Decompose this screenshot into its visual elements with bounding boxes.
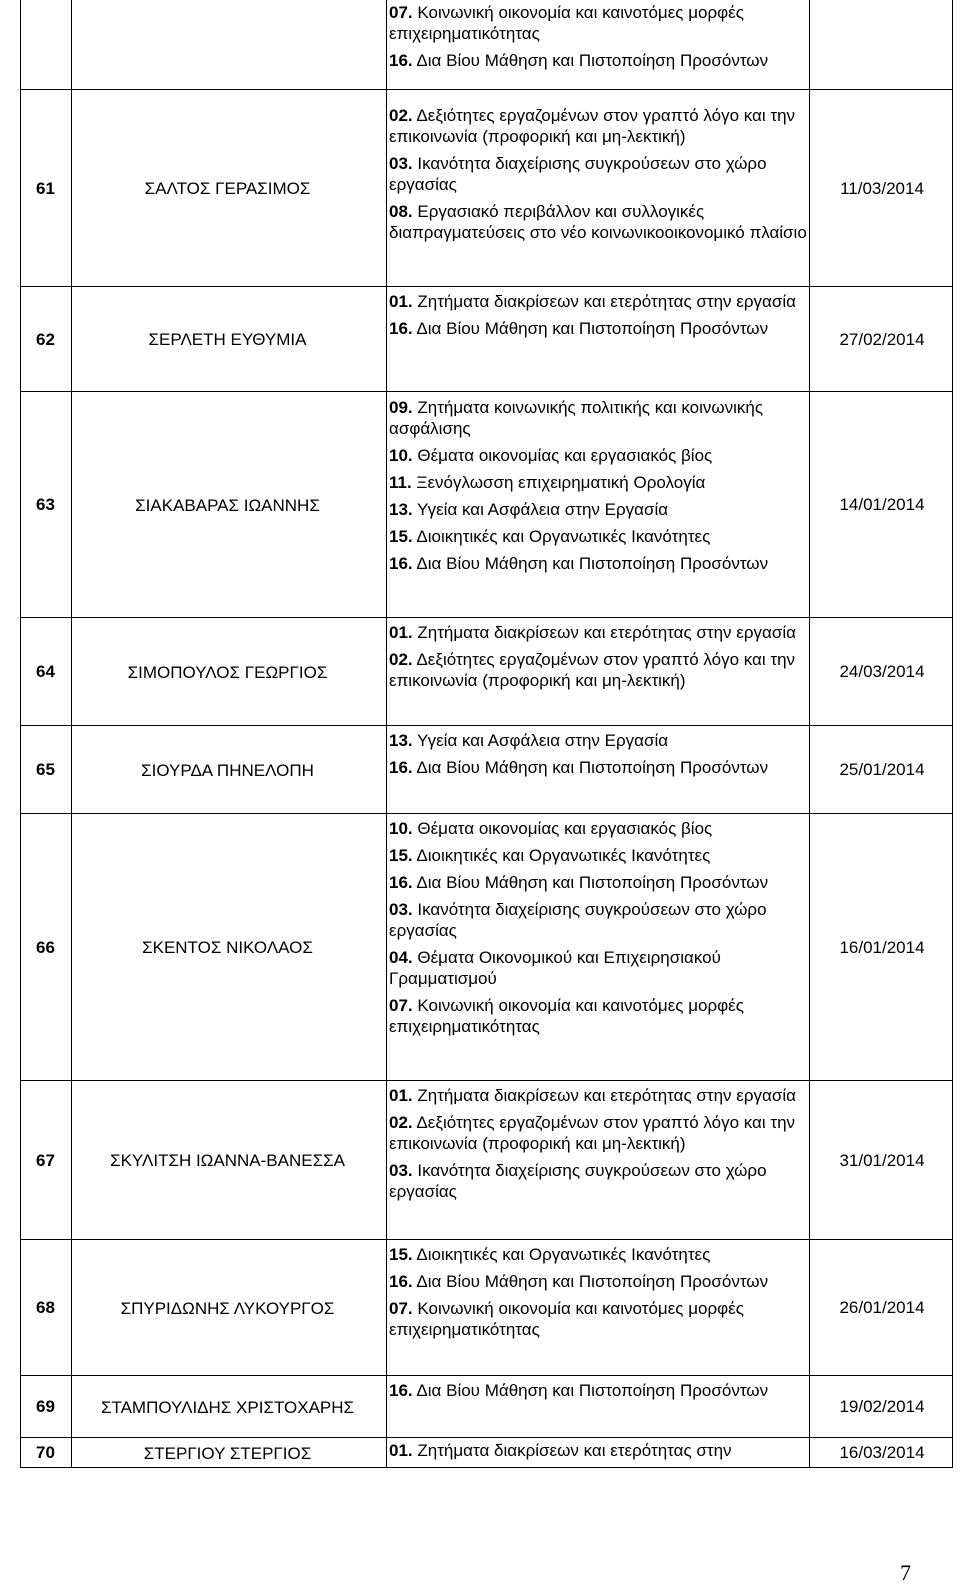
course-code: 09. (389, 398, 413, 417)
course-item (389, 472, 809, 493)
course-code: 01. (389, 623, 413, 642)
trainee-name (90, 0, 365, 90)
course-item (389, 1160, 809, 1202)
course-title: Δεξιότητες εργαζομένων στον γραπτό λόγο και την επικοινωνία (προφορική και μη-λεκτική) (389, 650, 796, 690)
course-item (389, 1244, 809, 1265)
course-title: Ικανότητα διαχείρισης συγκρούσεων στο χώρο εργασίας (389, 154, 767, 194)
column-divider (71, 1081, 72, 1240)
course-code: 16. (389, 51, 413, 70)
trainee-name: ΣΚΥΛΙΤΣΗ ΙΩΑΝΝΑ-ΒΑΝΕΣΣΑ (110, 1151, 345, 1170)
column-divider (809, 1081, 810, 1240)
column-divider (386, 814, 387, 1081)
course-list (389, 291, 809, 345)
course-item (389, 995, 809, 1037)
course-item (389, 1440, 809, 1461)
course-item (389, 1271, 809, 1292)
course-code: 02. (389, 1113, 413, 1132)
trainee-name: ΣΠΥΡΙΔΩΝΗΣ ΛΥΚΟΥΡΓΟΣ (120, 1298, 335, 1318)
course-title: Δια Βίου Μάθηση και Πιστοποίηση Προσόντων (412, 319, 769, 338)
completion-date: 14/01/2014 (839, 495, 925, 514)
column-divider (71, 0, 72, 90)
course-code: 16. (389, 554, 413, 573)
course-title: Δια Βίου Μάθηση και Πιστοποίηση Προσόντων (412, 554, 769, 573)
course-title: Δια Βίου Μάθηση και Πιστοποίηση Προσόντων (412, 51, 769, 70)
course-item (389, 1112, 809, 1154)
course-item (389, 291, 809, 312)
row-number: 69 (36, 1397, 55, 1416)
course-item (389, 201, 809, 243)
course-code: 10. (389, 819, 413, 838)
course-item (389, 499, 809, 520)
course-code: 04. (389, 948, 413, 967)
trainee-name: ΣΙΟΥΡΔΑ ΠΗΝΕΛΟΠΗ (141, 760, 314, 780)
course-title: Ζητήματα κοινωνικής πολιτικής και κοινωνικής ασφάλισης (389, 398, 764, 438)
course-item (389, 1380, 809, 1401)
trainee-name: ΣΙΜΟΠΟΥΛΟΣ ΓΕΩΡΓΙΟΣ (127, 662, 328, 682)
row-number: 65 (36, 760, 55, 779)
course-list (389, 105, 809, 249)
course-title: Θέματα οικονομίας και εργασιακός βίος (412, 819, 713, 838)
course-title: Ικανότητα διαχείρισης συγκρούσεων στο χώρο εργασίας (389, 900, 767, 940)
completion-date: 26/01/2014 (839, 1298, 925, 1317)
course-title: Ικανότητα διαχείρισης συγκρούσεων στο χώρο εργασίας (389, 1161, 767, 1201)
trainee-name: ΣΚΕΝΤΟΣ ΝΙΚΟΛΑΟΣ (142, 938, 313, 957)
completion-date: 16/01/2014 (839, 937, 925, 957)
course-code: 03. (389, 154, 413, 173)
column-divider (809, 90, 810, 287)
course-item (389, 153, 809, 195)
course-item (389, 730, 809, 751)
course-list (389, 397, 809, 580)
row-number: 68 (36, 1298, 55, 1317)
trainee-name: ΣΑΛΤΟΣ ΓΕΡΑΣΙΜΟΣ (144, 179, 311, 198)
course-item (389, 553, 809, 574)
row-number: 61 (36, 178, 55, 198)
course-item (389, 818, 809, 839)
course-code: 07. (389, 996, 413, 1015)
column-divider (386, 392, 387, 618)
column-divider (71, 726, 72, 814)
course-code: 02. (389, 650, 413, 669)
column-divider (386, 1240, 387, 1376)
course-title: Κοινωνική οικονομία και καινοτόμες μορφές επιχειρηματικότητας (389, 3, 744, 43)
course-code: 13. (389, 500, 413, 519)
course-item (389, 2, 809, 44)
course-title: Δια Βίου Μάθηση και Πιστοποίηση Προσόντων (412, 758, 769, 777)
column-divider (386, 287, 387, 392)
column-divider (386, 618, 387, 726)
course-code: 10. (389, 446, 413, 465)
course-code: 03. (389, 1161, 413, 1180)
course-code: 03. (389, 900, 413, 919)
completion-date: 19/02/2014 (839, 1397, 925, 1416)
column-divider (809, 726, 810, 814)
course-code: 13. (389, 731, 413, 750)
course-code: 15. (389, 846, 413, 865)
course-title: Εργασιακό περιβάλλον και συλλογικές διαπραγματεύσεις στο νέο κοινωνικοοικονομικό πλαίσιο (389, 202, 807, 242)
course-list (389, 818, 809, 1043)
course-code: 01. (389, 1441, 413, 1460)
course-title: Θέματα Οικονομικού και Επιχειρησιακού Γραμματισμού (389, 948, 721, 988)
course-code: 02. (389, 106, 413, 125)
trainee-name: ΣΤΕΡΓΙΟΥ ΣΤΕΡΓΙΟΣ (143, 1443, 312, 1463)
column-divider (71, 90, 72, 287)
column-divider (71, 1240, 72, 1376)
course-title: Κοινωνική οικονομία και καινοτόμες μορφές επιχειρηματικότητας (389, 1299, 744, 1339)
course-title: Δια Βίου Μάθηση και Πιστοποίηση Προσόντων (412, 1381, 769, 1400)
course-title: Δια Βίου Μάθηση και Πιστοποίηση Προσόντων (412, 1272, 769, 1291)
completion-date: 16/03/2014 (839, 1443, 925, 1462)
trainee-name: ΣΙΑΚΑΒΑΡΑΣ ΙΩΑΝΝΗΣ (135, 495, 320, 515)
course-title: Διοικητικές και Οργανωτικές Ικανότητες (412, 846, 711, 865)
course-item (389, 757, 809, 778)
course-title: Ζητήματα διακρίσεων και ετερότητας στην εργασία (412, 292, 796, 311)
course-title: Υγεία και Ασφάλεια στην Εργασία (412, 500, 669, 519)
column-divider (386, 90, 387, 287)
column-divider (809, 814, 810, 1081)
course-item (389, 899, 809, 941)
course-list (389, 622, 809, 697)
column-divider (809, 1438, 810, 1468)
course-list (389, 1244, 809, 1346)
course-item (389, 1298, 809, 1340)
column-divider (809, 618, 810, 726)
column-divider (809, 1376, 810, 1438)
course-list (389, 2, 809, 77)
row-number: 64 (36, 662, 55, 681)
column-divider (71, 814, 72, 1081)
course-title: Δια Βίου Μάθηση και Πιστοποίηση Προσόντων (412, 873, 769, 892)
course-code: 16. (389, 1272, 413, 1291)
course-item (389, 622, 809, 643)
course-code: 16. (389, 873, 413, 892)
completion-date (812, 0, 952, 90)
course-item (389, 50, 809, 71)
course-title: Υγεία και Ασφάλεια στην Εργασία (412, 731, 669, 750)
row-number: 62 (36, 329, 55, 349)
course-code: 07. (389, 3, 413, 22)
course-item (389, 947, 809, 989)
course-code: 07. (389, 1299, 413, 1318)
course-title: Ζητήματα διακρίσεων και ετερότητας στην (412, 1441, 732, 1460)
column-divider (809, 392, 810, 618)
page-number: 7 (900, 1560, 911, 1585)
row-number: 66 (36, 937, 55, 957)
course-item (389, 526, 809, 547)
course-code: 08. (389, 202, 413, 221)
row-number: 63 (36, 495, 55, 514)
course-code: 01. (389, 1086, 413, 1105)
course-item (389, 105, 809, 147)
column-divider (71, 1438, 72, 1468)
course-item (389, 1085, 809, 1106)
course-item (389, 649, 809, 691)
column-divider (71, 1376, 72, 1438)
completion-date: 31/01/2014 (839, 1150, 925, 1170)
course-title: Θέματα οικονομίας και εργασιακός βίος (412, 446, 713, 465)
course-list (389, 1440, 809, 1467)
course-title: Διοικητικές και Οργανωτικές Ικανότητες (412, 1245, 711, 1264)
column-divider (71, 392, 72, 618)
course-code: 16. (389, 319, 413, 338)
course-list (389, 1380, 809, 1407)
course-item (389, 445, 809, 466)
course-code: 11. (389, 473, 412, 492)
course-list (389, 1085, 809, 1208)
course-code: 15. (389, 1245, 413, 1264)
course-title: Ξενόγλωσση επιχειρηματική Ορολογία (411, 473, 706, 492)
completion-date: 27/02/2014 (839, 329, 925, 349)
course-code: 16. (389, 1381, 413, 1400)
course-item (389, 318, 809, 339)
course-title: Δεξιότητες εργαζομένων στον γραπτό λόγο και την επικοινωνία (προφορική και μη-λεκτική) (389, 106, 796, 146)
trainee-name: ΣΤΑΜΠΟΥΛΙΔΗΣ ΧΡΙΣΤΟΧΑΡΗΣ (100, 1397, 355, 1417)
completion-date: 25/01/2014 (839, 760, 925, 779)
column-divider (386, 726, 387, 814)
row-number: 67 (36, 1150, 55, 1170)
column-divider (386, 1376, 387, 1438)
course-item (389, 397, 809, 439)
course-title: Ζητήματα διακρίσεων και ετερότητας στην εργασία (412, 623, 796, 642)
completion-date: 11/03/2014 (840, 178, 924, 198)
trainee-name: ΣΕΡΛΕΤΗ ΕΥΘΥΜΙΑ (148, 330, 307, 349)
column-divider (386, 1081, 387, 1240)
completion-date: 24/03/2014 (839, 662, 925, 681)
course-code: 15. (389, 527, 413, 546)
column-divider (386, 0, 387, 90)
column-divider (809, 1240, 810, 1376)
course-code: 01. (389, 292, 413, 311)
course-item (389, 845, 809, 866)
course-title: Ζητήματα διακρίσεων και ετερότητας στην εργασία (412, 1086, 796, 1105)
row-number: 70 (36, 1443, 55, 1462)
course-title: Διοικητικές και Οργανωτικές Ικανότητες (412, 527, 711, 546)
course-list (389, 730, 809, 784)
course-item (389, 872, 809, 893)
column-divider (386, 1438, 387, 1468)
course-code: 16. (389, 758, 413, 777)
column-divider (71, 287, 72, 392)
course-title: Δεξιότητες εργαζομένων στον γραπτό λόγο και την επικοινωνία (προφορική και μη-λεκτική) (389, 1113, 796, 1153)
course-title: Κοινωνική οικονομία και καινοτόμες μορφές επιχειρηματικότητας (389, 996, 744, 1036)
column-divider (809, 287, 810, 392)
row-number (20, 0, 71, 90)
column-divider (71, 618, 72, 726)
column-divider (809, 0, 810, 90)
